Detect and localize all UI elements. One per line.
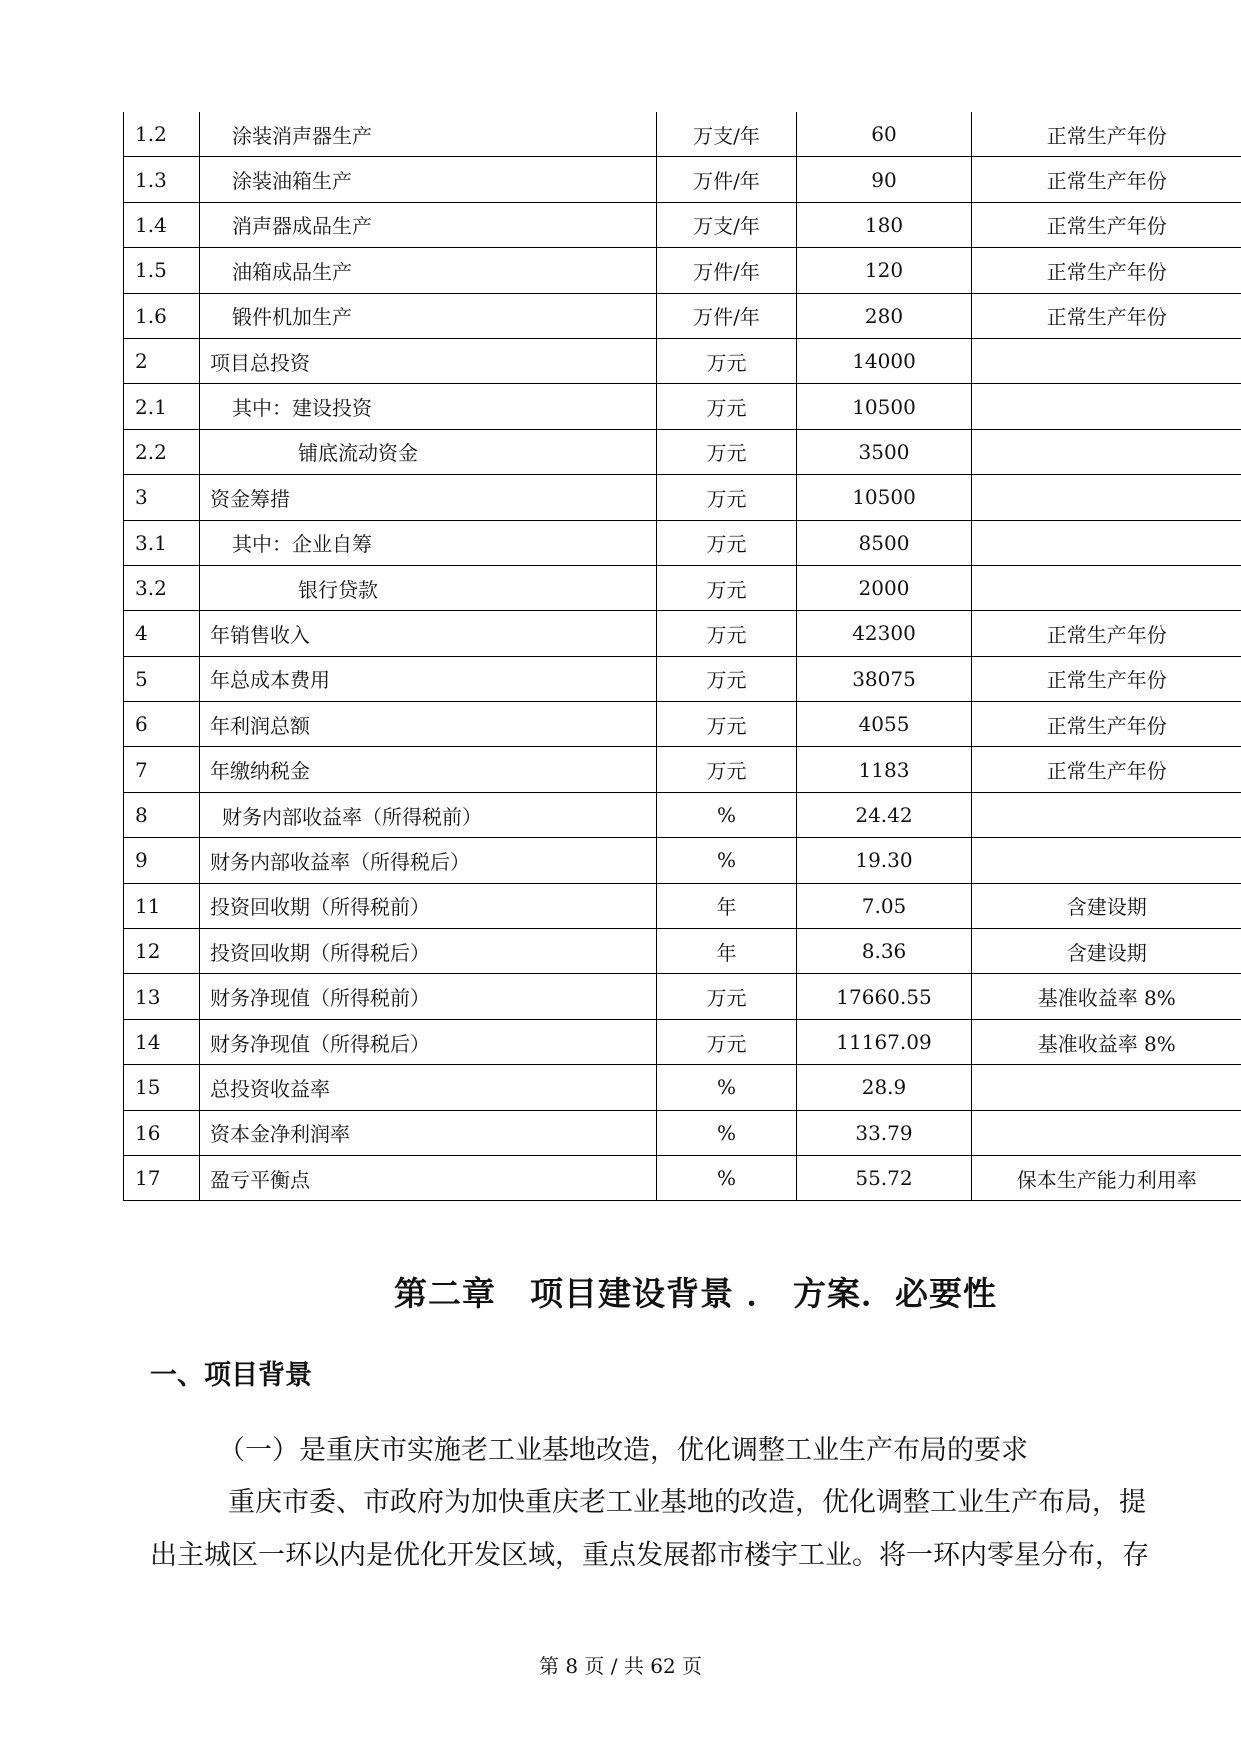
note-cell: 正常生产年份 (972, 157, 1241, 202)
value-cell: 8.36 (797, 929, 972, 974)
unit-cell: % (657, 1065, 797, 1110)
item-name-cell: 项目总投资 (200, 338, 657, 383)
table-row (124, 656, 1241, 701)
row-number-cell: 5 (124, 656, 200, 701)
value-cell: 38075 (797, 656, 972, 701)
unit-cell: 万元 (657, 338, 797, 383)
value-cell: 7.05 (797, 883, 972, 928)
item-name-cell: 其中：企业自筹 (200, 520, 657, 565)
unit-cell: 万元 (657, 656, 797, 701)
table-row (124, 293, 1241, 338)
unit-cell: 年 (657, 883, 797, 928)
note-cell: 基准收益率 8% (972, 1019, 1241, 1064)
indicator-table-body (124, 112, 1241, 1201)
unit-cell: 万支/年 (657, 202, 797, 247)
value-cell: 8500 (797, 520, 972, 565)
row-number-cell: 3.2 (124, 565, 200, 610)
table-row (124, 248, 1241, 293)
item-name-cell: 盈亏平衡点 (200, 1155, 657, 1200)
note-cell (972, 792, 1241, 837)
unit-cell: % (657, 838, 797, 883)
indicator-table-container (123, 112, 1241, 1201)
value-cell: 1183 (797, 747, 972, 792)
table-row (124, 338, 1241, 383)
note-cell: 基准收益率 8% (972, 974, 1241, 1019)
paragraph-line-1: 重庆市委、市政府为加快重庆老工业基地的改造，优化调整工业生产布局，提 (228, 1487, 1146, 1518)
note-cell (972, 338, 1241, 383)
note-cell (972, 838, 1241, 883)
value-cell: 3500 (797, 429, 972, 474)
value-cell: 14000 (797, 338, 972, 383)
row-number-cell: 2.2 (124, 429, 200, 474)
paragraph-line-2: 出主城区一环以内是优化开发区域，重点发展都市楼宇工业。将一环内零星分布，存 (150, 1540, 1149, 1571)
table-row (124, 702, 1241, 747)
value-cell: 42300 (797, 611, 972, 656)
unit-cell: 万元 (657, 747, 797, 792)
table-row (124, 202, 1241, 247)
chapter-title: 第二章 项目建设背景 ． 方案．必要性 (394, 1274, 997, 1313)
unit-cell: 万元 (657, 974, 797, 1019)
item-name-cell: 其中：建设投资 (200, 384, 657, 429)
item-name-cell: 资本金净利润率 (200, 1110, 657, 1155)
item-name-cell: 锻件机加生产 (200, 293, 657, 338)
unit-cell: 万元 (657, 520, 797, 565)
row-number-cell: 4 (124, 611, 200, 656)
table-row (124, 475, 1241, 520)
table-row (124, 929, 1241, 974)
value-cell: 180 (797, 202, 972, 247)
row-number-cell: 11 (124, 883, 200, 928)
value-cell: 11167.09 (797, 1019, 972, 1064)
item-name-cell: 银行贷款 (200, 565, 657, 610)
row-number-cell: 3.1 (124, 520, 200, 565)
note-cell: 正常生产年份 (972, 248, 1241, 293)
row-number-cell: 9 (124, 838, 200, 883)
note-cell: 正常生产年份 (972, 202, 1241, 247)
item-name-cell: 投资回收期（所得税前） (200, 883, 657, 928)
note-cell: 正常生产年份 (972, 112, 1241, 157)
value-cell: 4055 (797, 702, 972, 747)
table-row (124, 157, 1241, 202)
note-cell (972, 520, 1241, 565)
table-row (124, 792, 1241, 837)
item-name-cell: 年利润总额 (200, 702, 657, 747)
value-cell: 2000 (797, 565, 972, 610)
table-row (124, 1155, 1241, 1200)
unit-cell: 万元 (657, 429, 797, 474)
note-cell: 保本生产能力利用率 (972, 1155, 1241, 1200)
section-heading: 一、项目背景 (150, 1360, 312, 1391)
table-row (124, 1065, 1241, 1110)
row-number-cell: 13 (124, 974, 200, 1019)
item-name-cell: 年销售收入 (200, 611, 657, 656)
item-name-cell: 年缴纳税金 (200, 747, 657, 792)
table-row (124, 1019, 1241, 1064)
indicator-table (123, 112, 1241, 1201)
row-number-cell: 16 (124, 1110, 200, 1155)
table-row (124, 974, 1241, 1019)
row-number-cell: 1.2 (124, 112, 200, 157)
value-cell: 10500 (797, 475, 972, 520)
unit-cell: % (657, 792, 797, 837)
note-cell (972, 429, 1241, 474)
item-name-cell: 投资回收期（所得税后） (200, 929, 657, 974)
item-name-cell: 涂装消声器生产 (200, 112, 657, 157)
row-number-cell: 2 (124, 338, 200, 383)
unit-cell: % (657, 1155, 797, 1200)
note-cell: 含建设期 (972, 929, 1241, 974)
row-number-cell: 1.5 (124, 248, 200, 293)
item-name-cell: 资金筹措 (200, 475, 657, 520)
row-number-cell: 1.6 (124, 293, 200, 338)
item-name-cell: 总投资收益率 (200, 1065, 657, 1110)
item-name-cell: 铺底流动资金 (200, 429, 657, 474)
item-name-cell: 财务净现值（所得税前） (200, 974, 657, 1019)
unit-cell: 万元 (657, 702, 797, 747)
note-cell: 正常生产年份 (972, 747, 1241, 792)
note-cell: 正常生产年份 (972, 293, 1241, 338)
value-cell: 10500 (797, 384, 972, 429)
value-cell: 120 (797, 248, 972, 293)
unit-cell: 万件/年 (657, 293, 797, 338)
subsection-heading: （一）是重庆市实施老工业基地改造，优化调整工业生产布局的要求 (218, 1435, 1028, 1466)
note-cell: 正常生产年份 (972, 656, 1241, 701)
item-name-cell: 财务内部收益率（所得税前） (200, 792, 657, 837)
row-number-cell: 12 (124, 929, 200, 974)
row-number-cell: 15 (124, 1065, 200, 1110)
unit-cell: 万元 (657, 475, 797, 520)
row-number-cell: 14 (124, 1019, 200, 1064)
table-row (124, 611, 1241, 656)
unit-cell: 万元 (657, 1019, 797, 1064)
value-cell: 17660.55 (797, 974, 972, 1019)
item-name-cell: 财务净现值（所得税后） (200, 1019, 657, 1064)
row-number-cell: 3 (124, 475, 200, 520)
item-name-cell: 油箱成品生产 (200, 248, 657, 293)
table-row (124, 883, 1241, 928)
item-name-cell: 消声器成品生产 (200, 202, 657, 247)
item-name-cell: 涂装油箱生产 (200, 157, 657, 202)
table-row (124, 747, 1241, 792)
row-number-cell: 17 (124, 1155, 200, 1200)
value-cell: 55.72 (797, 1155, 972, 1200)
table-row (124, 520, 1241, 565)
page-footer: 第 8 页 / 共 62 页 (538, 1654, 703, 1678)
value-cell: 24.42 (797, 792, 972, 837)
unit-cell: % (657, 1110, 797, 1155)
note-cell (972, 565, 1241, 610)
value-cell: 33.79 (797, 1110, 972, 1155)
value-cell: 90 (797, 157, 972, 202)
unit-cell: 万元 (657, 565, 797, 610)
row-number-cell: 1.3 (124, 157, 200, 202)
row-number-cell: 7 (124, 747, 200, 792)
table-row (124, 1110, 1241, 1155)
table-row (124, 565, 1241, 610)
value-cell: 19.30 (797, 838, 972, 883)
row-number-cell: 6 (124, 702, 200, 747)
table-row (124, 112, 1241, 157)
unit-cell: 万元 (657, 384, 797, 429)
note-cell (972, 384, 1241, 429)
unit-cell: 万元 (657, 611, 797, 656)
row-number-cell: 2.1 (124, 384, 200, 429)
table-row (124, 429, 1241, 474)
row-number-cell: 8 (124, 792, 200, 837)
unit-cell: 万件/年 (657, 248, 797, 293)
note-cell (972, 1110, 1241, 1155)
note-cell (972, 1065, 1241, 1110)
note-cell: 正常生产年份 (972, 702, 1241, 747)
note-cell: 含建设期 (972, 883, 1241, 928)
note-cell (972, 475, 1241, 520)
value-cell: 28.9 (797, 1065, 972, 1110)
value-cell: 280 (797, 293, 972, 338)
item-name-cell: 财务内部收益率（所得税后） (200, 838, 657, 883)
item-name-cell: 年总成本费用 (200, 656, 657, 701)
row-number-cell: 1.4 (124, 202, 200, 247)
unit-cell: 万支/年 (657, 112, 797, 157)
table-row (124, 838, 1241, 883)
note-cell: 正常生产年份 (972, 611, 1241, 656)
unit-cell: 年 (657, 929, 797, 974)
unit-cell: 万件/年 (657, 157, 797, 202)
value-cell: 60 (797, 112, 972, 157)
table-row (124, 384, 1241, 429)
